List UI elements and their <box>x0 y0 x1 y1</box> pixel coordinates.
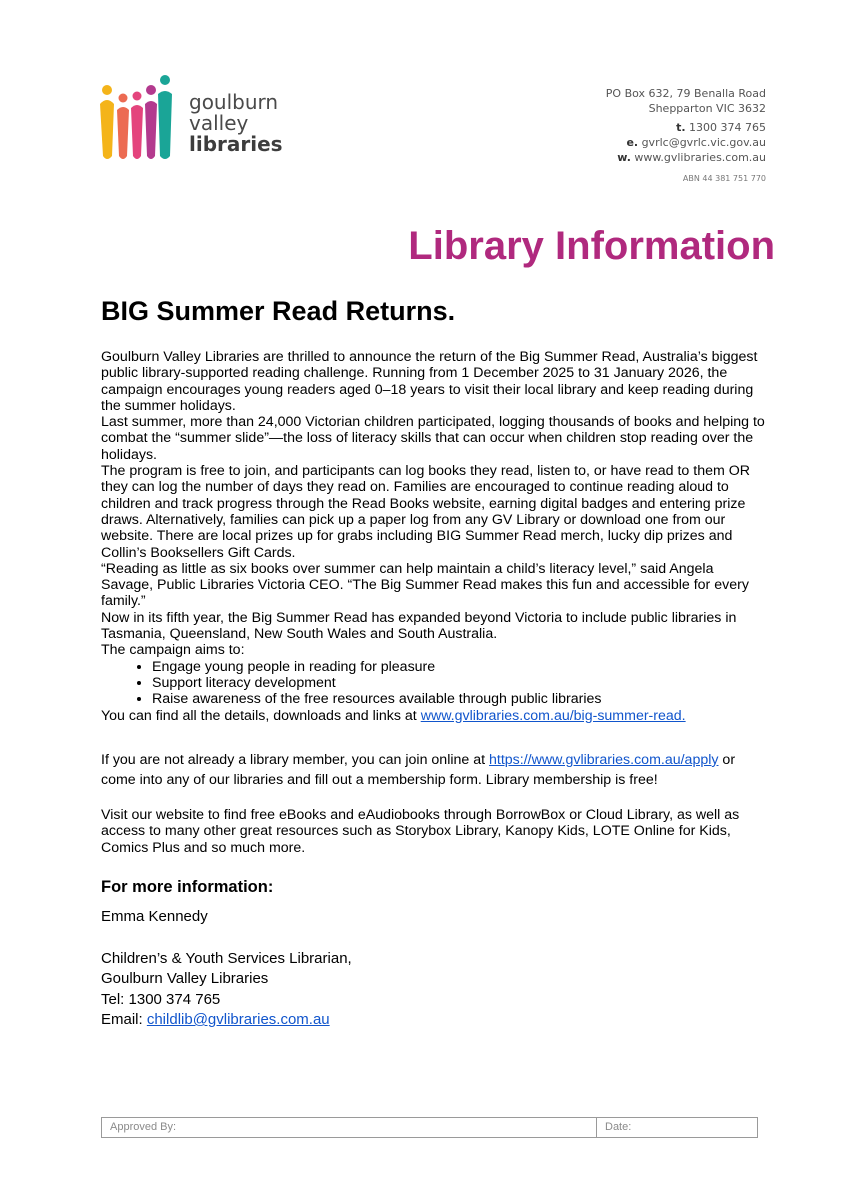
contact-block <box>101 907 352 1031</box>
logo-line-3: libraries <box>189 132 283 156</box>
contact-tel: Tel: 1300 374 765 <box>101 990 221 1008</box>
paragraph-intro: Goulburn Valley Libraries are thrilled to announce the return of the Big Summer Read, Australia’s biggest public library-supported reading challenge. Running from 1 December 2025 to 31 January 2026, the campaign encourages young readers aged 0–18 years to visit their local library and keep reading during the summer holidays. <box>101 349 758 414</box>
logo-wordmark <box>189 92 283 155</box>
list-item: • Support literacy development <box>152 675 766 691</box>
address-email: e. gvrlc@gvrlc.vic.gov.au <box>626 136 766 149</box>
address-line-2: Shepparton VIC 3632 <box>648 102 766 115</box>
paragraph-quote: “Reading as little as six books over summer can help maintain a child’s literacy level,” said Angela Savage, Public Libraries Victoria CEO. “The Big Summer Read makes this fun and accessible for every family.” <box>101 560 749 610</box>
library-logo <box>99 74 289 164</box>
logo-line-2: valley <box>189 111 249 135</box>
people-figures-icon <box>99 74 179 162</box>
paragraph-digital-resources: Visit our website to find free eBooks and eAudiobooks through BorrowBox or Cloud Library, as well as access to many other great resources such as Storybox Library, Kanopy Kids, LOTE Online for Kids, Comics Plus and so much more. <box>101 807 740 856</box>
address-web: w. www.gvlibraries.com.au <box>617 151 766 164</box>
article-body <box>101 349 766 724</box>
paragraph-program: The program is free to join, and participants can log books they read, listen to, or have read to them OR they can log the number of days they read on. Families are encouraged to continue reading aloud to children and track progress through the Read Books website, earning digital badges and entering prize draws. Alternatively, families can pick up a paper log from any GV Library or download one from our website. There are local prizes up for grabs including BIG Summer Read merch, lucky dip prizes and Collin’s Booksellers Gift Cards. <box>101 463 751 561</box>
paragraph-aims-intro: The campaign aims to: <box>101 642 245 659</box>
contact-email-link[interactable]: childlib@gvlibraries.com.au <box>146 1011 330 1028</box>
approved-by-cell[interactable]: Approved By: <box>102 1118 597 1137</box>
address-block <box>606 86 766 186</box>
contact-role: Children’s & Youth Services Librarian, <box>101 949 352 967</box>
list-item: • Raise awareness of the free resources available through public libraries <box>152 691 766 707</box>
address-line-1: PO Box 632, 79 Benalla Road <box>605 87 766 100</box>
article-title: BIG Summer Read Returns. <box>101 296 456 326</box>
aims-list <box>101 659 766 708</box>
paragraph-details: You can find all the details, downloads and links at www.gvlibraries.com.au/big-summer-read. <box>101 707 686 724</box>
contact-org: Goulburn Valley Libraries <box>101 970 269 987</box>
paragraph-fifth-year: Now in its fifth year, the Big Summer Read has expanded beyond Victoria to include public libraries in Tasmania, Queensland, New South Wales and South Australia. <box>101 609 737 643</box>
contact-email: Email: childlib@gvlibraries.com.au <box>101 1011 330 1028</box>
abn-number: ABN 44 381 751 770 <box>682 174 766 183</box>
contact-name: Emma Kennedy <box>101 908 208 925</box>
paragraph-join: If you are not already a library member, you can join online at https://www.gvlibraries.com.au/apply or come into any of our libraries and fill out a membership form. Library membership is free! <box>101 752 736 788</box>
approval-table <box>101 1117 758 1138</box>
logo-line-1: goulburn <box>189 90 279 114</box>
details-link[interactable]: www.gvlibraries.com.au/big-summer-read. <box>420 707 686 724</box>
contact-heading: For more information: <box>101 878 274 896</box>
paragraph-last-summer: Last summer, more than 24,000 Victorian children participated, logging thousands of books and helping to combat the “summer slide”—the loss of literacy skills that can occur when children stop reading over the holidays. <box>101 414 765 463</box>
list-item: • Engage young people in reading for pleasure <box>152 659 766 675</box>
address-tel: t. 1300 374 765 <box>676 121 766 134</box>
date-cell[interactable]: Date: <box>605 1121 632 1133</box>
apply-link[interactable]: https://www.gvlibraries.com.au/apply <box>489 752 719 768</box>
document-heading: Library Information <box>408 224 775 268</box>
